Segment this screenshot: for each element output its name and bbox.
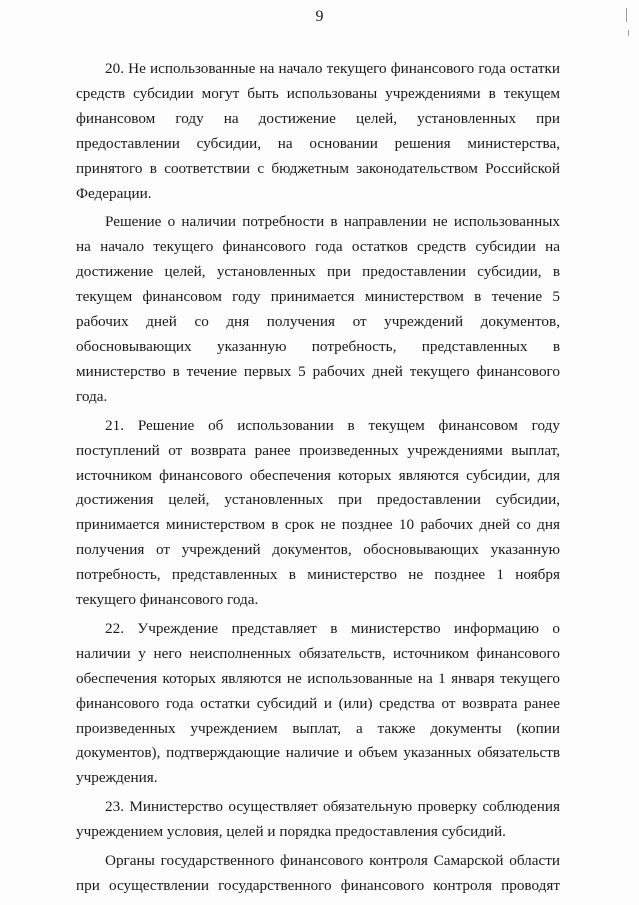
paragraph-23: 23. Министерство осуществляет обязательную проверку соблюдения учреждением условия, целей и порядка предоставления субсидий. — [76, 798, 560, 841]
paragraph-20-decision: Решение о наличии потребности в направлении не использованных на начало текущего финансового года остатков средств субсидии на достижение целей, установленных при предоставлении субсидии, в текущем финансовом году принимается министерством в течение 5 рабочих дней со дня получения от учреждений документов, обосновывающих указанную потребность, представленных в министерство в течение первых 5 рабочих дней текущего финансового года. — [76, 213, 560, 405]
page-number: 9 — [315, 8, 324, 25]
paragraph-21: 21. Решение об использовании в текущем финансовом году поступлений от возврата ранее произведенных учреждениями выплат, источником финансового обеспечения которых являются субсидии, для достижения целей, установленных при предоставлении субсидии, принимается министерством в срок не позднее 10 рабочих дней со дня получения от учреждений документов, обосновывающих указанную потребность, представленных в министерство не позднее 1 ноября текущего финансового года. — [76, 416, 560, 609]
paragraph-22: 22. Учреждение представляет в министерство информацию о наличии у него неисполненных обязательств, источником финансового обеспечения которых являются не использованные на 1 января текущего финансового года остатки субсидий и (или) средства от возврата ранее произведенных учреждением выплат, а также документы (копии документов), подтверждающие наличие и объем указанных обязательств учреждения. — [76, 619, 560, 787]
scan-edge-mark — [626, 8, 627, 22]
paragraph-control-bodies: Органы государственного финансового контроля Самарской области при осуществлении государственного финансового контроля проводят — [76, 852, 560, 894]
paragraph-20: 20. Не использованные на начало текущего финансового года остатки средств субсидии могут быть использованы учреждениями в текущем финансовом году на достижение целей, установленных при предоставлении субсидии, на основании решения министерства, принятого в соответствии с бюджетным законодательством Российской Федерации. — [76, 60, 560, 202]
document-body — [76, 57, 560, 899]
scan-edge-mark — [628, 30, 629, 36]
